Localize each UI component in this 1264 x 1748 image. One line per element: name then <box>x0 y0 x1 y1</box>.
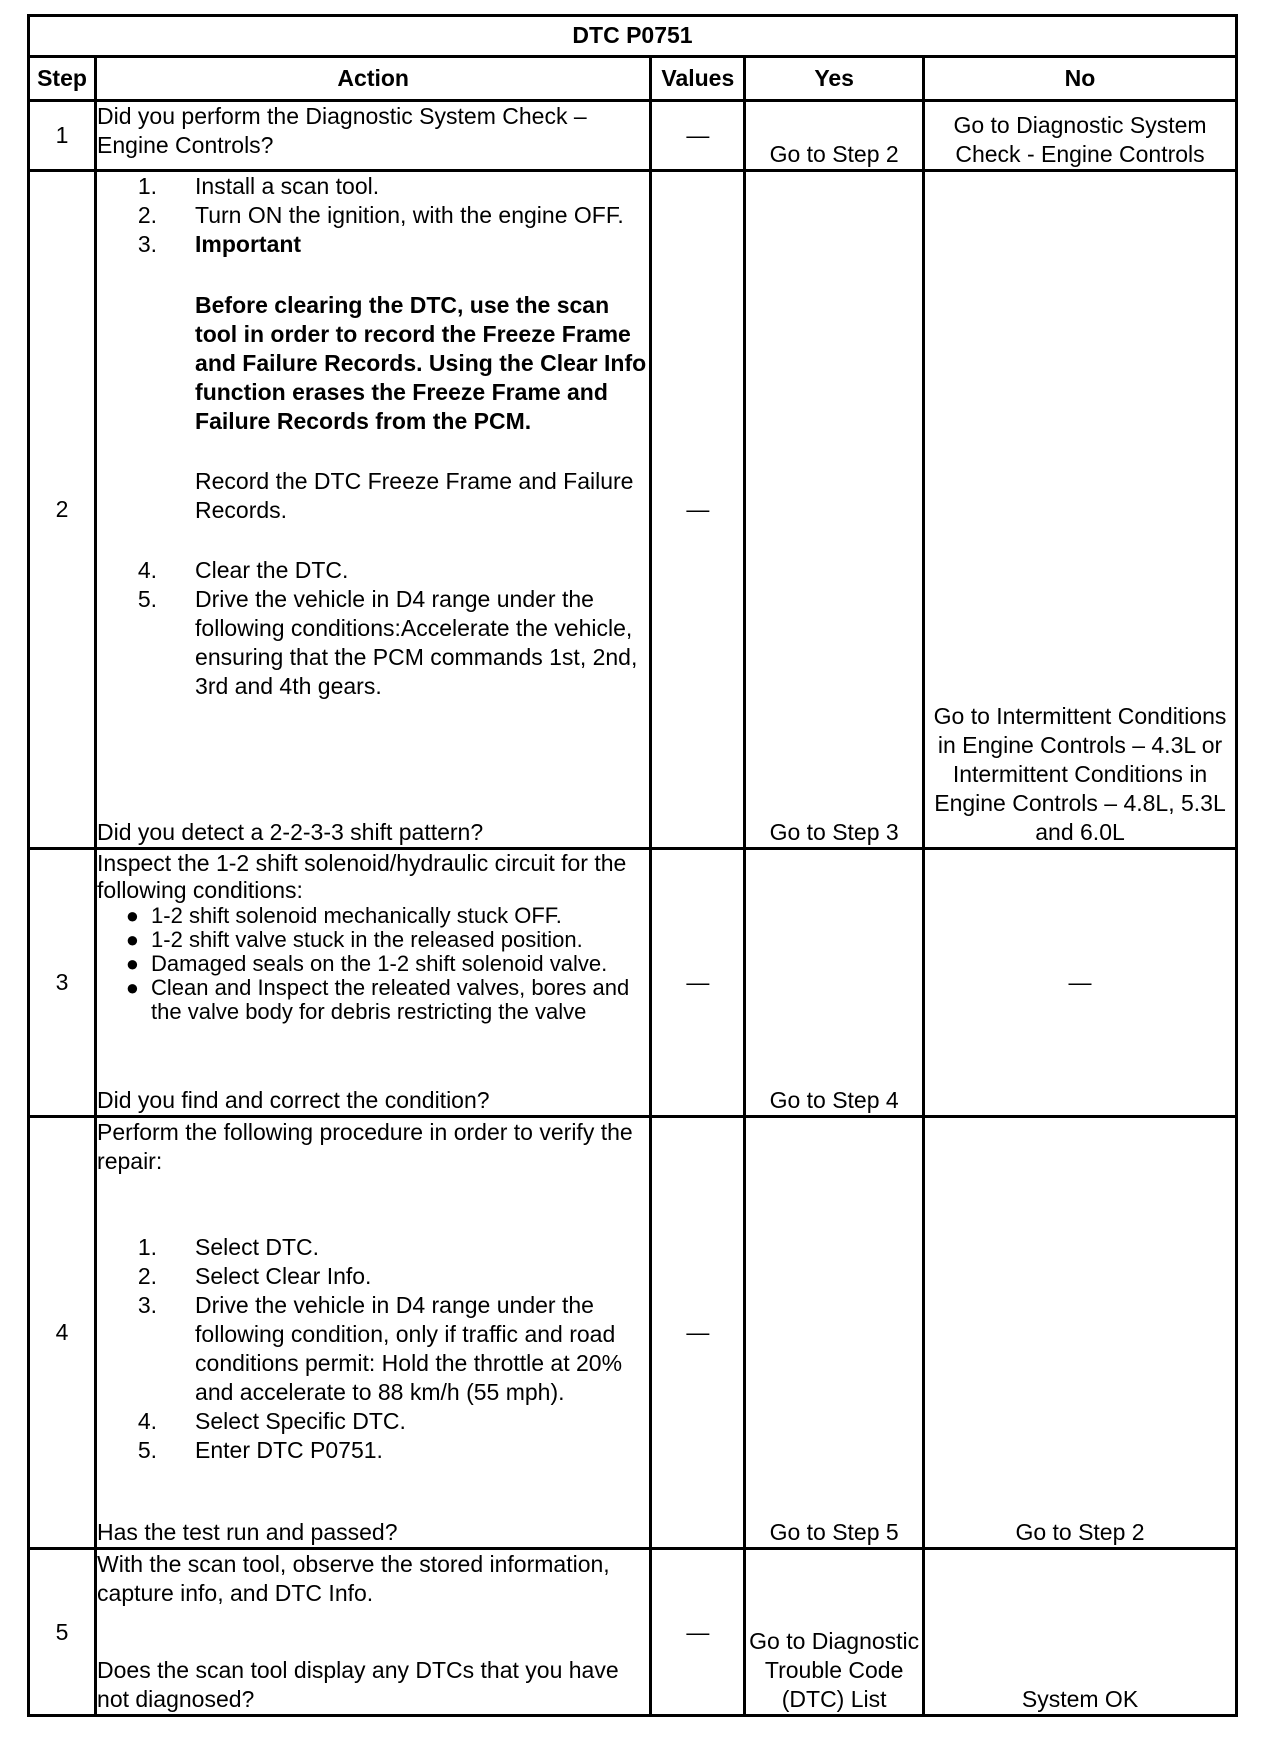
list-item: 1. Select DTC. <box>137 1233 320 1260</box>
values-cell: — <box>651 170 745 849</box>
step-number: 3 <box>29 849 96 1116</box>
step-number: 5 <box>29 1549 96 1716</box>
action-question: Does the scan tool display any DTCs that you have not diagnosed? <box>97 1657 619 1712</box>
list-item: 1. Install a scan tool. <box>137 172 380 199</box>
list-item: ● Clean and Inspect the releated valves, bores and the valve body for debris restricting the valve <box>125 975 630 1025</box>
list-item: 5. Enter DTC P0751. <box>137 1436 383 1463</box>
values-cell: — <box>651 101 745 171</box>
list-item: 4. Select Specific DTC. <box>137 1407 406 1434</box>
action-intro: With the scan tool, observe the stored information, capture info, and DTC Info. <box>97 1551 610 1607</box>
table-row <box>29 101 1237 171</box>
table-row <box>29 1116 1237 1548</box>
no-cell: Go to Step 2 <box>924 1116 1237 1548</box>
step-number: 2 <box>29 170 96 849</box>
list-item: 2. Turn ON the ignition, with the engine OFF. <box>137 201 624 228</box>
record-note: Record the DTC Freeze Frame and Failure Records. <box>195 467 634 523</box>
list-item: 2. Select Clear Info. <box>137 1262 372 1289</box>
values-cell: — <box>651 1549 745 1716</box>
no-cell: Go to Intermittent Conditions in Engine Controls – 4.3L or Intermittent Conditions in Engine Controls – 4.8L, 5.3L and 6.0L <box>924 170 1237 849</box>
action-cell <box>96 170 651 849</box>
yes-cell: Go to Diagnostic Trouble Code (DTC) List <box>745 1549 924 1716</box>
list-item: 3. Important <box>137 230 302 257</box>
list-item: 3. Drive the vehicle in D4 range under the following condition, only if traffic and road conditions permit: Hold the throttle at 20% and accelerate to 88 km/h (55 mph). <box>137 1291 623 1405</box>
list-item: 4. Clear the DTC. <box>137 556 349 583</box>
action-question: Did you perform the Diagnostic System Check – Engine Controls? <box>97 103 587 159</box>
list-item: ● 1-2 shift valve stuck in the released position. <box>125 927 583 953</box>
yes-cell: Go to Step 4 <box>745 849 924 1116</box>
values-cell: — <box>651 1116 745 1548</box>
no-cell: — <box>924 849 1237 1116</box>
list-item: ● Damaged seals on the 1-2 shift solenoid valve. <box>125 951 608 977</box>
yes-cell: Go to Step 2 <box>745 101 924 171</box>
yes-cell: Go to Step 5 <box>745 1116 924 1548</box>
action-intro: Inspect the 1-2 shift solenoid/hydraulic circuit for the following conditions: <box>97 850 627 904</box>
list-item: ● 1-2 shift solenoid mechanically stuck OFF. <box>125 903 562 929</box>
table-title: DTC P0751 <box>29 16 1237 57</box>
action-intro: Perform the following procedure in order to verify the repair: <box>97 1118 633 1174</box>
action-question: Did you find and correct the condition? <box>97 1086 490 1113</box>
header-no: No <box>924 56 1237 100</box>
no-cell: System OK <box>924 1549 1237 1716</box>
no-cell: Go to Diagnostic System Check - Engine Controls <box>924 101 1237 171</box>
action-cell <box>96 101 651 171</box>
action-cell <box>96 1549 651 1716</box>
header-values: Values <box>651 56 745 100</box>
header-action: Action <box>96 56 651 100</box>
header-step: Step <box>29 56 96 100</box>
action-cell <box>96 849 651 1116</box>
dtc-table <box>27 14 1238 1717</box>
table-row <box>29 1549 1237 1716</box>
table-row <box>29 170 1237 849</box>
action-cell <box>96 1116 651 1548</box>
table-row <box>29 849 1237 1116</box>
header-yes: Yes <box>745 56 924 100</box>
step-number: 1 <box>29 101 96 171</box>
important-note: Before clearing the DTC, use the scan tool in order to record the Freeze Frame and Failure Records. Using the Clear Info function erases the Freeze Frame and Failure Records from the PCM. <box>195 291 647 434</box>
values-cell: — <box>651 849 745 1116</box>
action-question: Has the test run and passed? <box>97 1519 398 1546</box>
step-number: 4 <box>29 1116 96 1548</box>
yes-cell: Go to Step 3 <box>745 170 924 849</box>
action-question: Did you detect a 2-2-3-3 shift pattern? <box>97 819 484 846</box>
list-item: 5. Drive the vehicle in D4 range under the following conditions:Accelerate the vehicle, ensuring that the PCM commands 1st, 2nd, 3rd and 4th gears. <box>137 585 638 699</box>
